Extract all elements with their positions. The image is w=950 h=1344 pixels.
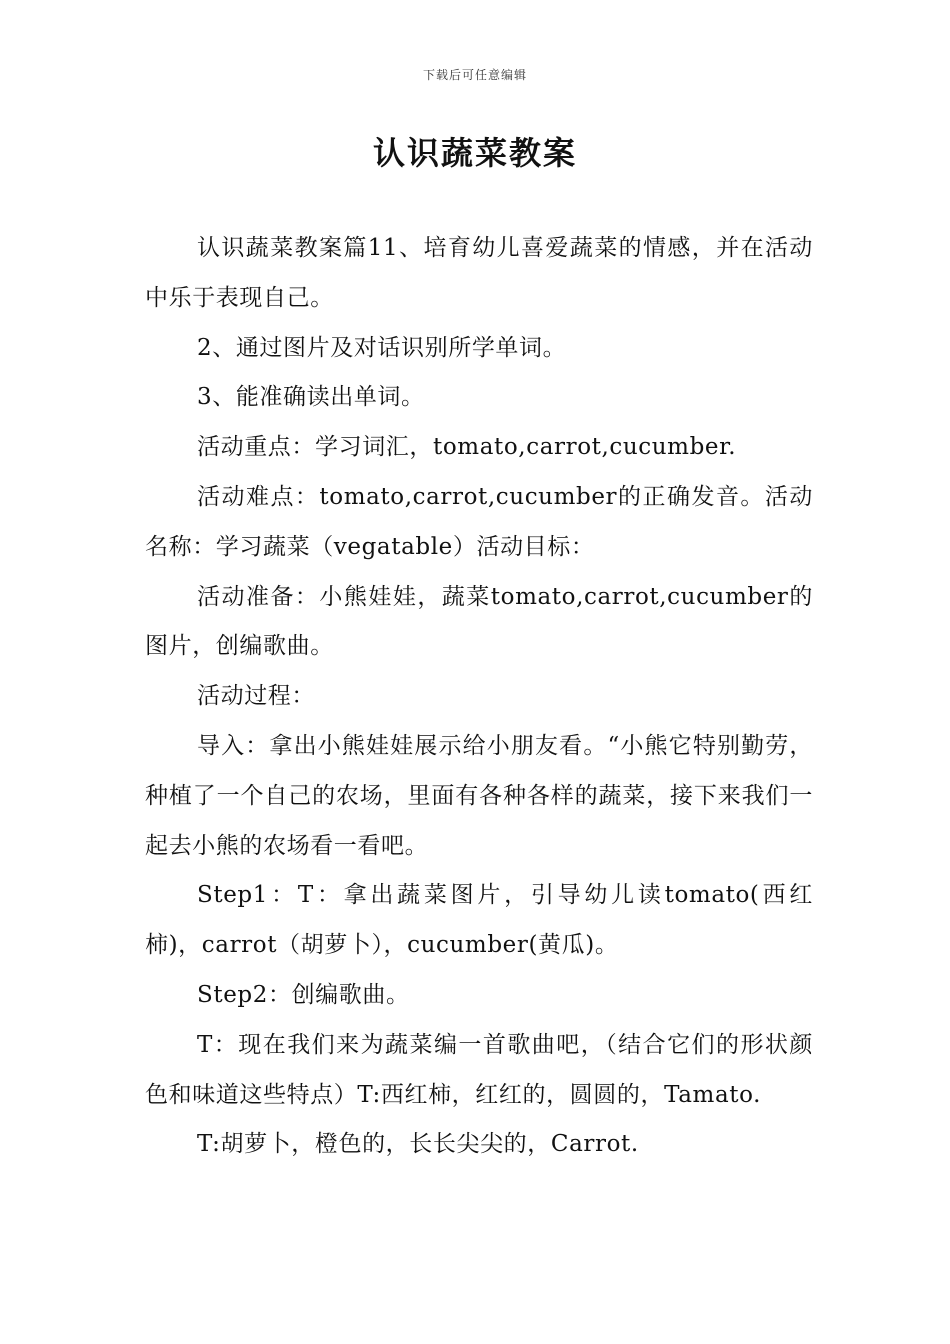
paragraph-preparation: 活动准备：小熊娃娃，蔬菜tomato,carrot,cucumber的图片，创编歌曲。 — [145, 583, 813, 660]
paragraph-objective-1: 认识蔬菜教案篇11、培育幼儿喜爱蔬菜的情感，并在活动中乐于表现自己。 — [145, 235, 813, 311]
paragraph-key-points: 活动重点：学习词汇，tomato,carrot,cucumber. — [197, 434, 737, 461]
paragraph-process-heading: 活动过程： — [197, 683, 315, 710]
document-title: 认识蔬菜教案 — [372, 134, 577, 172]
paragraph-difficulties: 活动难点：tomato,carrot,cucumber的正确发音。活动名称：学习蔬菜（vegatable）活动目标： — [145, 483, 813, 560]
paragraph-objective-3: 3、能准确读出单词。 — [197, 384, 425, 411]
paragraph-song-tomato: T：现在我们来为蔬菜编一首歌曲吧，（结合它们的形状颜色和味道这些特点）T:西红柿，红红的，圆圆的，Tamato. — [145, 1031, 813, 1108]
header-note: 下载后可任意编辑 — [422, 68, 527, 82]
paragraph-song-carrot: T:胡萝卜，橙色的，长长尖尖的，Carrot. — [197, 1131, 639, 1158]
paragraph-step-1: Step1：T：拿出蔬菜图片，引导幼儿读tomato(西红柿)，carrot（胡萝卜），cucumber(黄瓜)。 — [145, 882, 813, 959]
document-body — [145, 224, 813, 1170]
paragraph-objective-2: 2、通过图片及对话识别所学单词。 — [197, 334, 567, 361]
paragraph-introduction: 导入：拿出小熊娃娃展示给小朋友看。“小熊它特别勤劳，种植了一个自己的农场，里面有各种各样的蔬菜，接下来我们一起去小熊的农场看一看吧。 — [145, 732, 813, 859]
paragraph-step-2: Step2：创编歌曲。 — [197, 981, 410, 1008]
